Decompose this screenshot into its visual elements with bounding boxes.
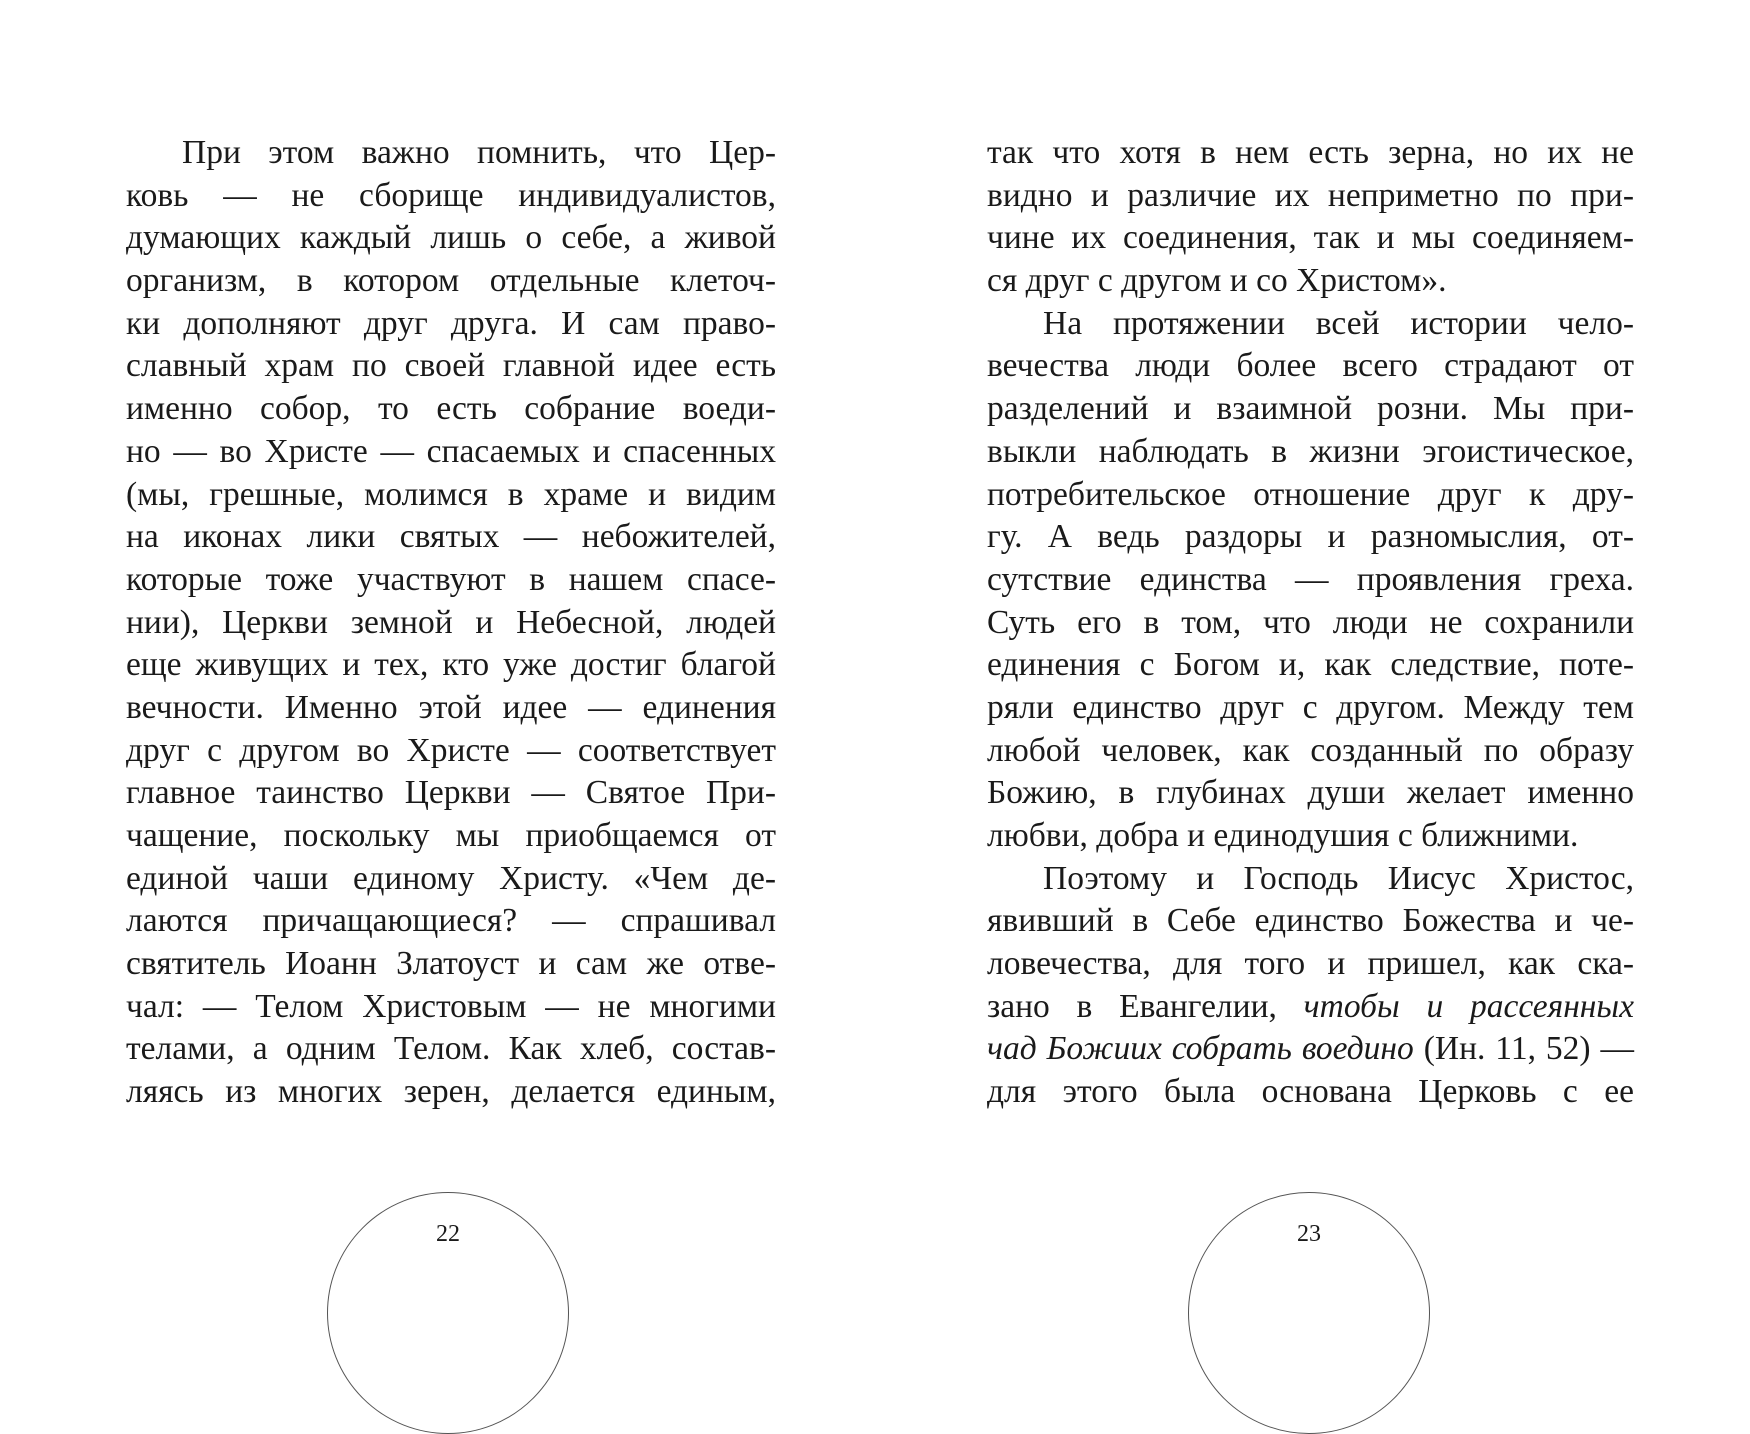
text-line: вечества люди более всего страдают от bbox=[987, 347, 1634, 385]
text-line: разделений и взаимной розни. Мы при- bbox=[987, 390, 1634, 428]
text-line: единения с Богом и, как следствие, поте- bbox=[987, 646, 1634, 684]
text-line: При этом важно помнить, что Цер- bbox=[182, 134, 776, 171]
left-page-number: 22 bbox=[436, 1221, 460, 1247]
text-line: явивший в Себе единство Божества и че- bbox=[987, 902, 1634, 940]
text-line: ряли единство друг с другом. Между тем bbox=[987, 688, 1634, 726]
text-line: Поэтому и Господь Иисус Христос, bbox=[1043, 859, 1634, 897]
text-line: телами, а одним Телом. Как хлеб, состав- bbox=[126, 1030, 776, 1068]
text-line: ляясь из многих зерен, делается единым, bbox=[126, 1073, 776, 1111]
italic-quote: чтобы и рассеянных bbox=[1303, 987, 1634, 1025]
text-line: чащение, поскольку мы приобщаемся от bbox=[126, 817, 776, 854]
left-page-number-circle bbox=[327, 1192, 569, 1434]
text-line: потребительское отношение друг к дру- bbox=[987, 475, 1634, 513]
text-line: вечности. Именно этой идее — единения bbox=[126, 688, 776, 726]
text-line: ся друг с другом и со Христом». bbox=[987, 262, 1447, 300]
text-line: для этого была основана Церковь с ее bbox=[987, 1073, 1634, 1111]
right-page-number-circle bbox=[1188, 1192, 1430, 1434]
text-line: именно собор, то есть собрание воеди- bbox=[126, 390, 776, 428]
text-line: ки дополняют друг друга. И сам право- bbox=[126, 304, 776, 342]
text-span: зано в Евангелии, bbox=[987, 987, 1304, 1025]
text-line: думающих каждый лишь о себе, а живой bbox=[126, 219, 776, 257]
text-line: которые тоже участвуют в нашем спасе- bbox=[126, 560, 776, 598]
text-line: любой человек, как созданный по образу bbox=[987, 731, 1634, 769]
text-line: На протяжении всей истории чело- bbox=[1043, 304, 1634, 342]
text-line: святитель Иоанн Златоуст и сам же отве- bbox=[126, 945, 776, 983]
text-line: выкли наблюдать в жизни эгоистическое, bbox=[987, 432, 1634, 470]
italic-quote: чад Божиих собрать воедино bbox=[987, 1030, 1414, 1068]
text-line: гу. А ведь раздоры и разномыслия, от- bbox=[987, 518, 1634, 556]
text-line: любви, добра и единодушия с ближними. bbox=[987, 817, 1579, 854]
text-line: друг с другом во Христе — соответствует bbox=[126, 731, 776, 769]
text-line: (мы, грешные, молимся в храме и видим bbox=[126, 475, 776, 513]
text-line: на иконах лики святых — небожителей, bbox=[126, 518, 776, 556]
text-line bbox=[987, 1028, 1634, 1071]
text-line: так что хотя в нем есть зерна, но их не bbox=[987, 134, 1634, 171]
text-line: сутствие единства — проявления греха. bbox=[987, 560, 1634, 598]
text-line: Суть его в том, что люди не сохранили bbox=[987, 603, 1634, 641]
left-page bbox=[126, 132, 776, 1114]
text-line: лаются причащающиеся? — спрашивал bbox=[126, 902, 776, 940]
text-span: (Ин. 11, 52) — bbox=[1413, 1030, 1634, 1068]
text-line: ковь — не сборище индивидуалистов, bbox=[126, 176, 776, 214]
text-line: нии), Церкви земной и Небесной, людей bbox=[126, 603, 776, 641]
text-line: еще живущих и тех, кто уже достиг благой bbox=[126, 646, 776, 684]
right-page-number: 23 bbox=[1297, 1221, 1321, 1247]
text-line: организм, в котором отдельные клеточ- bbox=[126, 262, 776, 300]
text-line bbox=[987, 986, 1634, 1029]
text-line: ловечества, для того и пришел, как ска- bbox=[987, 945, 1634, 983]
text-line: славный храм по своей главной идее есть bbox=[126, 347, 776, 385]
right-page bbox=[987, 132, 1634, 1114]
text-line: видно и различие их неприметно по при- bbox=[987, 176, 1634, 214]
text-line: но — во Христе — спасаемых и спасенных bbox=[126, 432, 776, 470]
text-line: чал: — Телом Христовым — не многими bbox=[126, 987, 776, 1025]
text-line: чине их соединения, так и мы соединяем- bbox=[987, 219, 1634, 257]
text-line: единой чаши единому Христу. «Чем де- bbox=[126, 859, 776, 897]
text-line: Божию, в глубинах души желает именно bbox=[987, 774, 1634, 812]
text-line: главное таинство Церкви — Святое При- bbox=[126, 774, 776, 812]
